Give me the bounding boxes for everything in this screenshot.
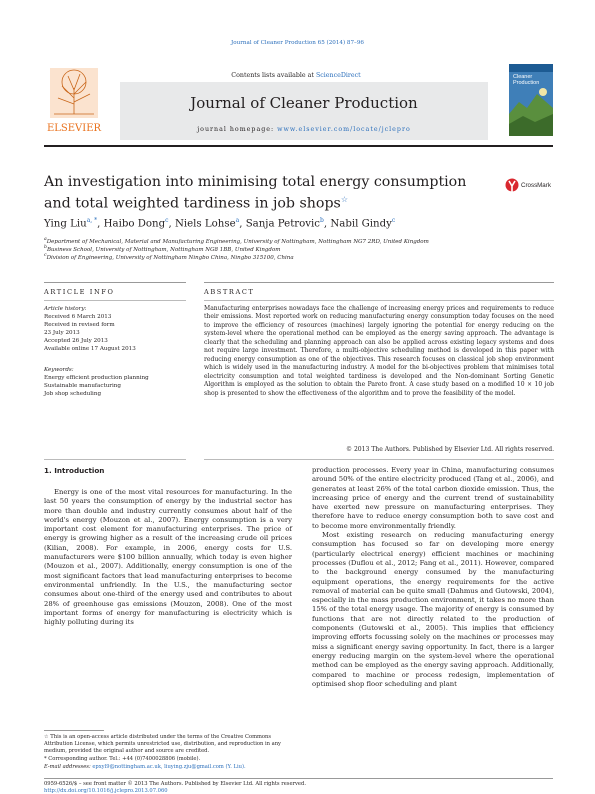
affiliation-c: $^c$Division of Engineering, University of Nottingham Ningbo China, Ningbo 315100, China (44, 253, 294, 261)
intro-column-right (312, 466, 554, 689)
keyword: Job shop scheduling (44, 391, 102, 397)
author-affiliation-mark[interactable]: b (320, 217, 324, 224)
footer-rule (44, 778, 553, 779)
author-affiliation-mark[interactable]: c (391, 217, 396, 224)
author-name[interactable]: Sanja Petrovic (245, 218, 321, 230)
elsevier-logo (44, 64, 104, 136)
contents-availability (104, 72, 488, 79)
svg-text:Production: Production (513, 80, 540, 86)
author-list: Ying Liu$^{a, *}$, Haibo Dong$^c$, Niels Lohse$^a$, Sanja Petrovic$^b$, Nabil Gindy$^c$ (44, 217, 396, 230)
email-label: E-mail addresses: (44, 764, 93, 770)
history-item: Available online 17 August 2013 (44, 346, 136, 352)
author-affiliation-mark[interactable]: a (235, 217, 240, 224)
author-affiliation-mark[interactable]: c (165, 217, 169, 224)
section-heading-introduction: 1. Introduction (44, 466, 105, 475)
email-links[interactable]: epxyl9@nottingham.ac.uk, liuying.zju@gmail.com (Y. Liu). (92, 764, 246, 770)
header-rule (44, 145, 553, 147)
author-affiliation-mark[interactable]: a, * (86, 217, 98, 224)
abstract-body: Manufacturing enterprises nowadays face the challenge of increasing energy prices and requirements to reduce their emissions. Most reported work on reducing manufacturing energy consumption today focuses on the need to improve the efficiency of resources (machines) largely ignoring the potential for energy reducing on the system-level where the operational method can be employed as the energy saving approach. The advantage is clearly that the scheduling and planning approach can also be applied across existing legacy systems and does not require large investment. Therefore, a multi-objective scheduling method is developed in this paper with reducing energy consumption as one of the objectives. This research focuses on classical job shop environment which is widely used in the manufacturing industry. A model for the bi-objectives problem that minimises total electricity consumption and total weighted tardiness is developed and the Non-dominant Sorting Genetic Algorithm is employed as the solution to obtain the Pareto front. A case study based on a modified 10 × 10 job shop is presented to show the effectiveness of the algorithm and to prove the feasibility of the model. (204, 305, 554, 397)
article-info-heading: ARTICLE INFO (44, 288, 115, 296)
article-title (44, 173, 484, 213)
intro-column-left (44, 488, 292, 627)
svg-text:Cleaner: Cleaner (513, 74, 533, 80)
keyword: Sustainable manufacturing (44, 383, 121, 389)
author-name[interactable]: Haibo Dong (103, 218, 166, 230)
article-title-text: An investigation into minimising total energy consumption and total weighted tardiness in job shops (44, 174, 467, 212)
contents-prefix: Contents lists available at (231, 72, 316, 79)
crossmark-label: CrossMark (521, 182, 551, 189)
intro-paragraph: Most existing research on reducing manufacturing energy consumption has focused so far on developing more energy (particularly electrical energy) efficient machines or machining processes (Duflou et al., 2012; Fang et al., 2011). However, compared to the background energy consumed by the manufacturing equipment operations, the energy requirements for the active removal of material can be quite small (Dahmus and Gutowski, 2004), especially in the mass production environment, it takes no more than 15% of the total energy usage. The majority of energy is consumed by functions that are not directly related to the production of components (Gutowski et al., 2005). This implies that efficiency improving efforts focussing solely on the machines or processes may miss a significant energy saving opportunity. In fact, there is a larger energy reducing margin on the system-level where the operational method can be employed as the energy saving approach. Additionally, compared to machine or process redesign, implementation of optimised shop floor scheduling and plant (312, 531, 554, 688)
keyword: Energy efficient production planning (44, 375, 149, 381)
divider (44, 300, 186, 301)
history-item: Received 6 March 2013 (44, 314, 112, 320)
title-footnote-mark[interactable]: ☆ (340, 195, 349, 204)
journal-title: Journal of Cleaner Production (190, 94, 418, 112)
divider (44, 282, 186, 283)
divider (44, 459, 186, 460)
intro-paragraph: Energy is one of the most vital resources for manufacturing. In the last 50 years the consumption of energy by the industrial sector has more than double and industry currently consumes about half of the world's energy (Mouzon et al., 2007). Energy consumption is a very important cost element for manufacturing enterprises. The price of energy is growing higher as a result of the increasing crude oil prices (Kilian, 2008). For example, in 2006, energy costs for U.S. manufacturers were $100 billion annually, which today is even higher (Mouzon et al., 2007). Additionally, energy consumption is one of the most significant factors that lead manufacturing enterprises to become environmental unfriendly. In the U.S., the manufacturing sector consumes about one-third of the energy used and contributes to about 28% of greenhouse gas emissions (Mouzon, 2008). One of the most important forms of energy for manufacturing is electricity which is highly polluting during its (44, 488, 292, 627)
keywords-label: Keywords: (44, 367, 74, 373)
footnote-open-access: ☆ This is an open-access article distributed under the terms of the Creative Commons Attribution License, which permits unrestricted use, distribution, and reproduction in any medium, provided the original author and source are credited. (44, 734, 281, 754)
abstract-copyright: © 2013 The Authors. Published by Elsevier Ltd. All rights reserved. (345, 446, 554, 453)
author-name[interactable]: Niels Lohse (174, 218, 236, 230)
journal-homepage (120, 126, 488, 133)
affiliation-b: $^b$Business School, University of Nottingham, Nottingham NG8 1BB, United Kingdom (44, 245, 281, 253)
footnote-rule (44, 730, 104, 731)
affiliation-a: $^a$Department of Mechanical, Material and Manufacturing Engineering, University of Nottingham, Nottingham NG7 2RD, United Kingdom (44, 237, 429, 245)
history-item: 23 July 2013 (44, 330, 80, 336)
crossmark-badge[interactable] (505, 175, 555, 199)
journal-citation[interactable]: Journal of Cleaner Production 65 (2014) 87–96 (231, 40, 364, 46)
divider (204, 282, 554, 283)
journal-cover-image[interactable] (509, 64, 553, 136)
history-label: Article history: (44, 306, 87, 312)
author-name[interactable]: Ying Liu (44, 218, 87, 230)
homepage-link[interactable]: www.elsevier.com/locate/jclepro (277, 126, 411, 133)
history-item: Accepted 26 July 2013 (44, 338, 108, 344)
crossmark-icon (505, 177, 519, 195)
abstract-heading: ABSTRACT (204, 288, 255, 296)
svg-text:ELSEVIER: ELSEVIER (46, 123, 102, 134)
author-name[interactable]: Nabil Gindy (330, 218, 392, 230)
footnote-corresponding: * Corresponding author. Tel.: +44 (0)7400028806 (mobile). (44, 756, 201, 762)
front-matter-line: 0959-6526/$ – see front matter © 2013 The Authors. Published by Elsevier Ltd. All rights reserved. (44, 781, 306, 787)
sciencedirect-link[interactable]: ScienceDirect (315, 72, 361, 79)
divider (204, 300, 554, 301)
history-item: Received in revised form (44, 322, 115, 328)
doi-link[interactable]: http://dx.doi.org/10.1016/j.jclepro.2013.07.060 (44, 788, 168, 794)
homepage-prefix: journal homepage: (197, 126, 278, 133)
footnote-emails (44, 764, 292, 771)
divider (204, 459, 554, 460)
intro-paragraph: production processes. Every year in China, manufacturing consumes around 50% of the entire electricity produced (Tang et al., 2006), and generates at least 26% of the total carbon dioxide emission. Thus, the increasing price of energy and the current trend of sustainability have exerted new pressure on manufacturing enterprises. They therefore have to reduce energy consumption both to save cost and to become more environmentally friendly. (312, 466, 554, 530)
